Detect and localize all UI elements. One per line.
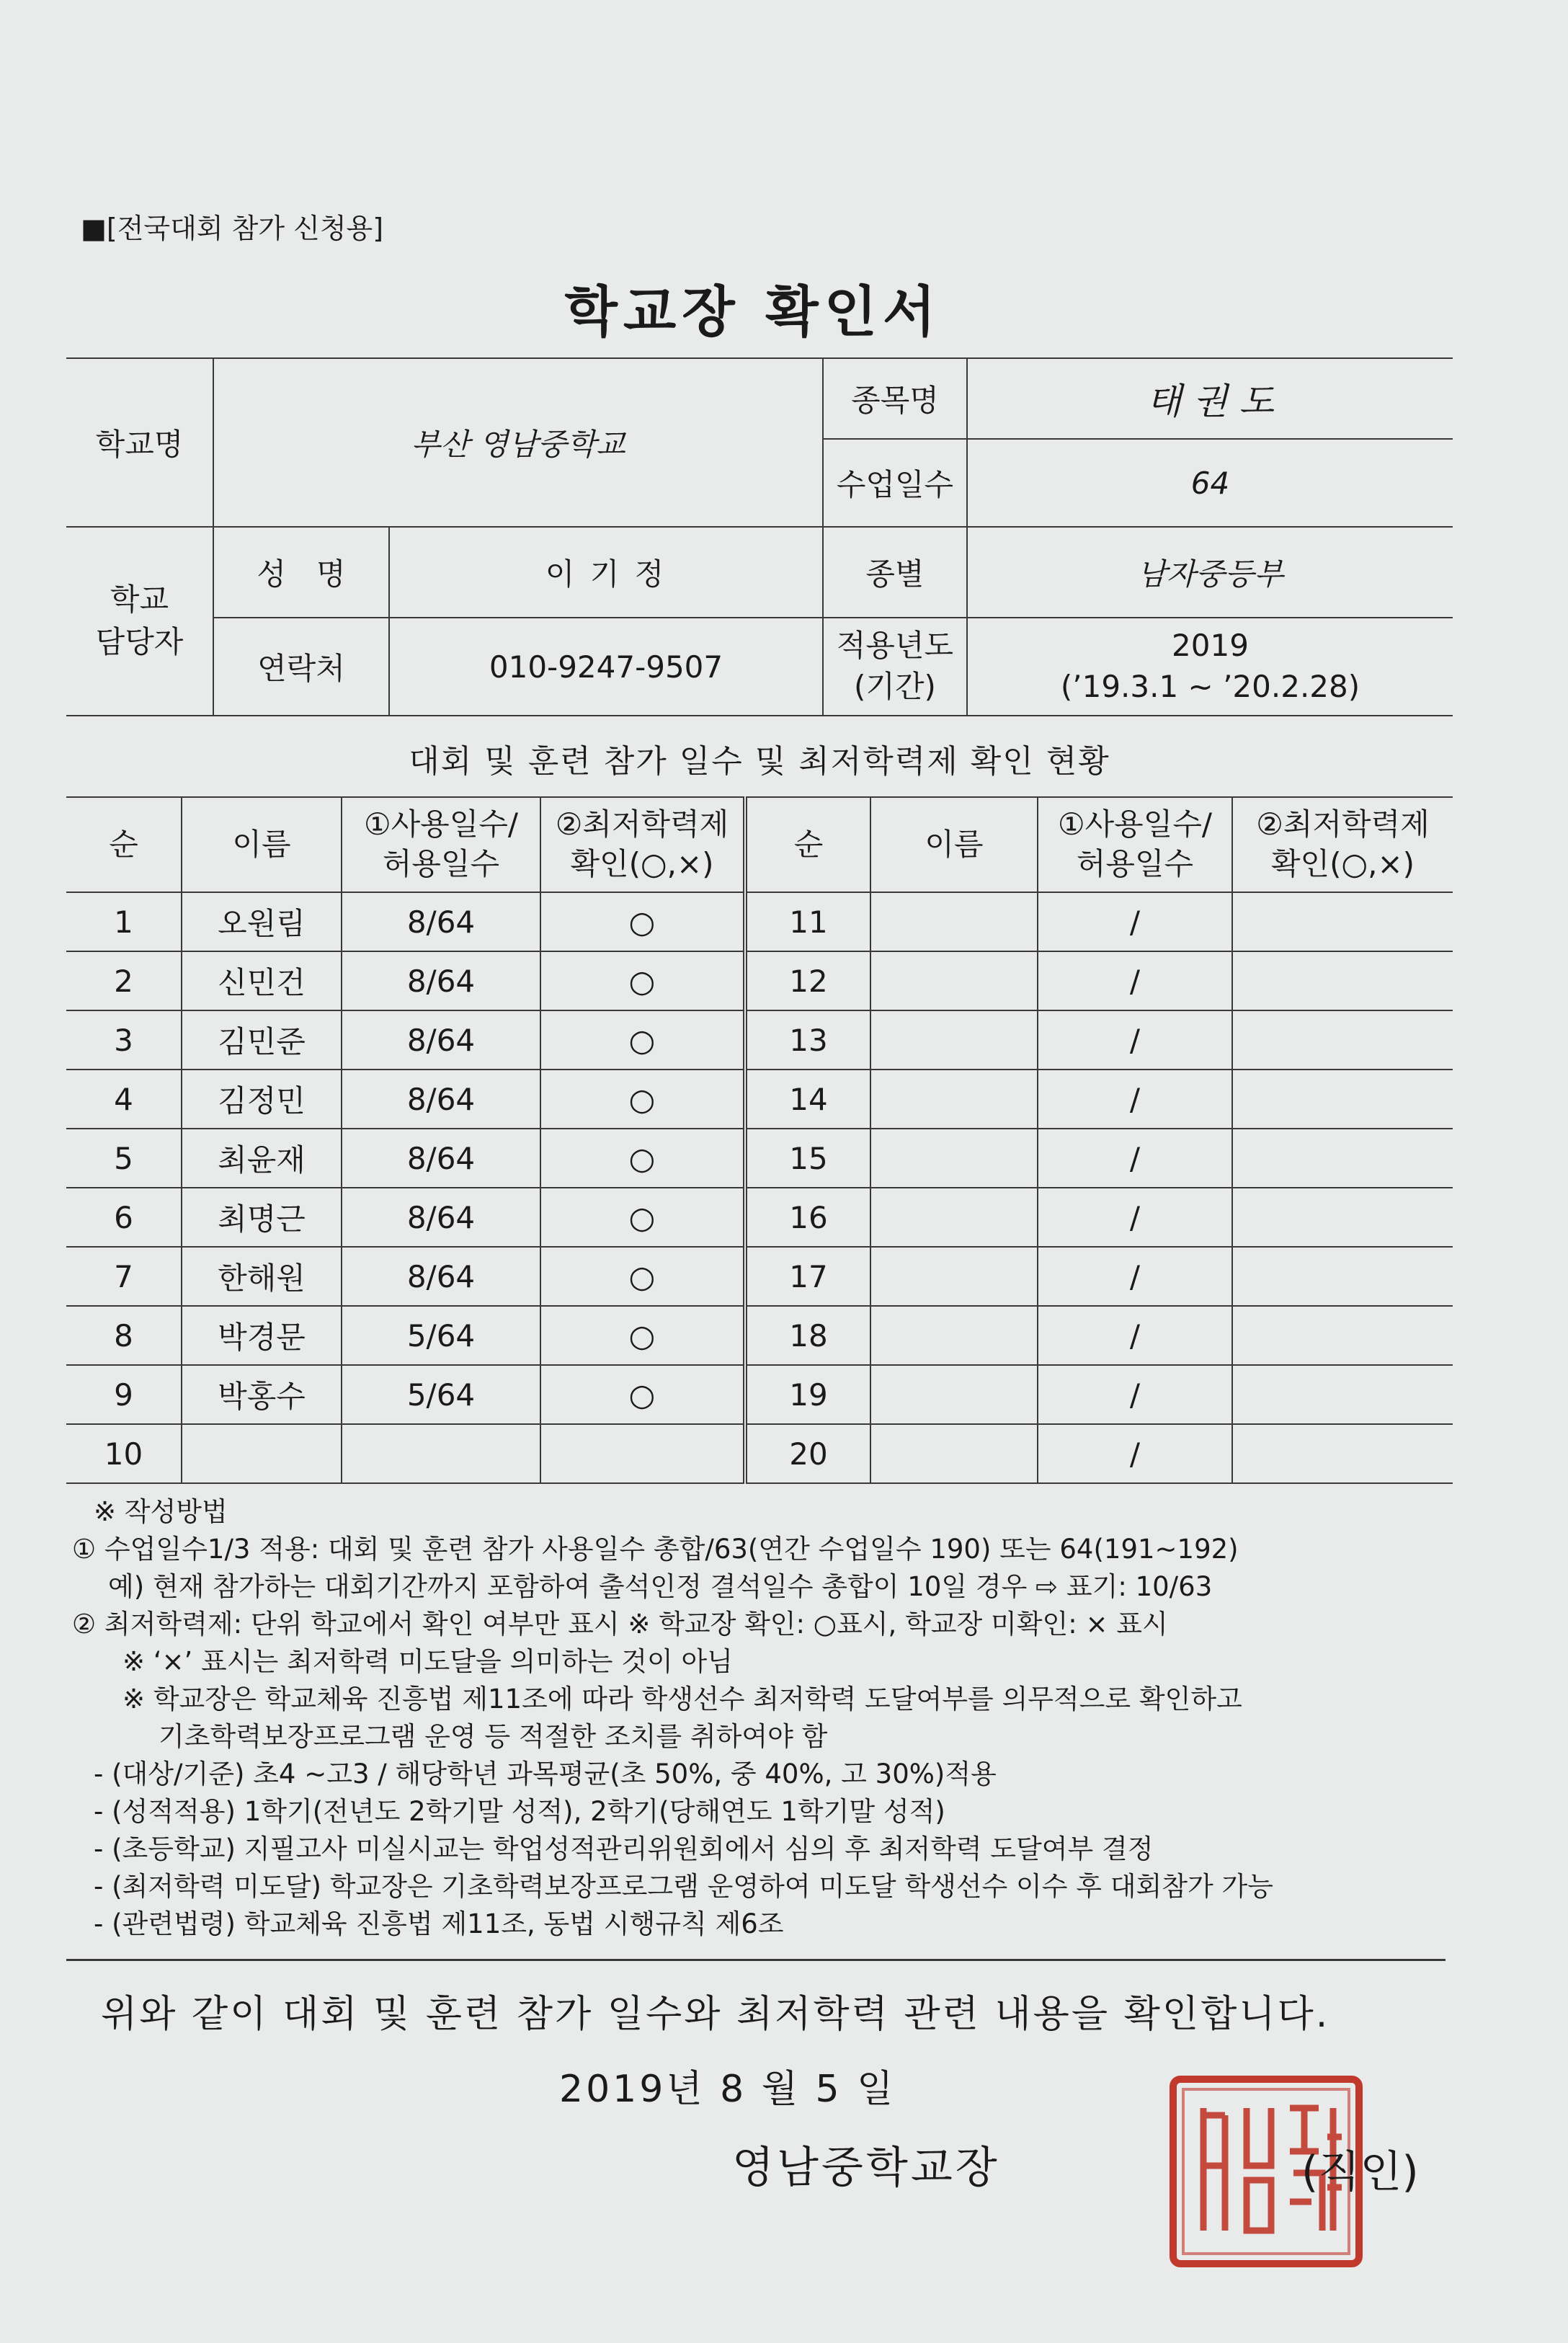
roster-cell-days: / — [1038, 1188, 1232, 1247]
roster-cell-days: / — [1038, 1424, 1232, 1483]
roster-header-cell: 이름 — [870, 797, 1038, 892]
document-title: 학교장 확인서 — [564, 280, 942, 344]
manager-label: 학교 담당자 — [66, 527, 213, 716]
category-label: 종별 — [823, 527, 967, 618]
instruction-line: ※ 학교장은 학교체육 진흥법 제11조에 따라 학생선수 최저학력 도달여부를 의무적으로 확인하고 — [122, 1684, 1242, 1715]
school-label: 학교명 — [66, 358, 213, 527]
instruction-line: - (최저학력 미도달) 학교장은 기초학력보장프로그램 운영하여 미도달 학생선수 이수 후 대회참가 가능 — [94, 1871, 1274, 1902]
roster-cell-name — [870, 951, 1038, 1010]
contact-value: 010-9247-9507 — [389, 618, 823, 716]
roster-cell-check: ○ — [540, 951, 745, 1010]
roster-cell-check — [1232, 1188, 1453, 1247]
roster-cell-check: ○ — [540, 1306, 745, 1365]
roster-cell-check — [1232, 951, 1453, 1010]
roster-cell-check: ○ — [540, 1010, 745, 1070]
roster-cell-name — [870, 1010, 1038, 1070]
roster-cell-check — [1232, 1070, 1453, 1129]
instruction-line: ※ 작성방법 — [94, 1496, 228, 1527]
year-label: 적용년도 (기간) — [823, 618, 967, 716]
roster-cell-name — [870, 1247, 1038, 1306]
roster-cell-days: / — [1038, 892, 1232, 951]
roster-cell-check: ○ — [540, 1129, 745, 1188]
table-row — [66, 1129, 1453, 1188]
roster-cell-days: 8/64 — [342, 1188, 540, 1247]
roster-cell-days: 8/64 — [342, 1247, 540, 1306]
divider — [66, 1959, 1446, 1961]
event-value: 태 권 도 — [967, 358, 1453, 439]
event-label: 종목명 — [823, 358, 967, 439]
roster-cell-name — [870, 1129, 1038, 1188]
table-row — [66, 1365, 1453, 1424]
writing-instructions — [72, 1493, 1470, 1943]
instruction-line: ※ ‘×’ 표시는 최저학력 미도달을 의미하는 것이 아님 — [122, 1646, 733, 1677]
roster-cell-days: 8/64 — [342, 1129, 540, 1188]
roster-cell-name — [870, 1424, 1038, 1483]
table-row — [66, 892, 1453, 951]
roster-header-cell: ①사용일수/ 허용일수 — [342, 797, 540, 892]
roster-cell-name: 최명근 — [182, 1188, 342, 1247]
roster-cell-check — [1232, 1010, 1453, 1070]
category-value: 남자중등부 — [967, 527, 1453, 618]
roster-cell-name: 박홍수 — [182, 1365, 342, 1424]
instruction-line: ② 최저학력제: 단위 학교에서 확인 여부만 표시 ※ 학교장 확인: ○표시, 학교장 미확인: × 표시 — [72, 1609, 1168, 1640]
issue-date: 2019년 8 월 5 일 — [559, 2068, 896, 2111]
instruction-line: - (초등학교) 지필고사 미실시교는 학업성적관리위원회에서 심의 후 최저학력 도달여부 결정 — [94, 1833, 1154, 1864]
roster-cell-name — [870, 1306, 1038, 1365]
roster-cell-no: 8 — [66, 1306, 182, 1365]
info-table — [66, 357, 1453, 716]
roster-cell-no: 10 — [66, 1424, 182, 1483]
roster-cell-days: 5/64 — [342, 1306, 540, 1365]
instruction-line: - (관련법령) 학교체육 진흥법 제11조, 동법 시행규칙 제6조 — [94, 1908, 784, 1939]
roster-cell-no: 1 — [66, 892, 182, 951]
principal-name: 영남중학교장 — [732, 2143, 1000, 2193]
roster-cell-name — [870, 1070, 1038, 1129]
roster-cell-name: 신민건 — [182, 951, 342, 1010]
table-row — [66, 1306, 1453, 1365]
roster-cell-no: 9 — [66, 1365, 182, 1424]
roster-cell-no: 5 — [66, 1129, 182, 1188]
instruction-line: - (성적적용) 1학기(전년도 2학기말 성적), 2학기(당해연도 1학기말 성적) — [94, 1796, 945, 1827]
period-value: (’19.3.1 ~ ’20.2.28) — [1060, 669, 1360, 704]
roster-cell-no: 18 — [745, 1306, 870, 1365]
roster-cell-no: 2 — [66, 951, 182, 1010]
roster-cell-name: 김정민 — [182, 1070, 342, 1129]
roster-cell-days: 8/64 — [342, 1070, 540, 1129]
roster-cell-no: 3 — [66, 1010, 182, 1070]
name-label: 성 명 — [213, 527, 389, 618]
roster-header-cell: ②최저학력제 확인(○,×) — [1232, 797, 1453, 892]
roster-cell-check — [1232, 1365, 1453, 1424]
roster-header-row — [66, 797, 1453, 892]
roster-cell-days: / — [1038, 951, 1232, 1010]
contact-label: 연락처 — [213, 618, 389, 716]
roster-cell-no: 14 — [745, 1070, 870, 1129]
roster-cell-check: ○ — [540, 1365, 745, 1424]
days-label: 수업일수 — [823, 439, 967, 527]
name-value: 이 기 정 — [389, 527, 823, 618]
roster-cell-check — [1232, 1247, 1453, 1306]
roster-cell-name — [870, 892, 1038, 951]
roster-header-cell: 이름 — [182, 797, 342, 892]
roster-cell-name: 한해원 — [182, 1247, 342, 1306]
roster-cell-days: 8/64 — [342, 892, 540, 951]
roster-cell-check: ○ — [540, 1070, 745, 1129]
roster-cell-days: / — [1038, 1365, 1232, 1424]
roster-cell-days: / — [1038, 1306, 1232, 1365]
roster-cell-no: 13 — [745, 1010, 870, 1070]
table-row — [66, 1070, 1453, 1129]
roster-cell-check — [1232, 1424, 1453, 1483]
roster-cell-days: / — [1038, 1010, 1232, 1070]
year-cell — [967, 618, 1453, 716]
roster-cell-no: 7 — [66, 1247, 182, 1306]
table-row — [66, 1424, 1453, 1483]
seal-label: (직인) — [1301, 2147, 1419, 2197]
roster-cell-name — [870, 1365, 1038, 1424]
roster-cell-days: / — [1038, 1129, 1232, 1188]
roster-cell-no: 16 — [745, 1188, 870, 1247]
roster-header-cell: ①사용일수/ 허용일수 — [1038, 797, 1232, 892]
year-value: 2019 — [1172, 628, 1249, 664]
roster-cell-name — [182, 1424, 342, 1483]
roster-cell-no: 15 — [745, 1129, 870, 1188]
roster-header-cell: 순 — [745, 797, 870, 892]
roster-section-title: 대회 및 훈련 참가 일수 및 최저학력제 확인 현황 — [409, 743, 1110, 780]
roster-cell-days: / — [1038, 1247, 1232, 1306]
form-tag: ■[전국대회 참가 신청용] — [81, 213, 384, 244]
roster-cell-days: 8/64 — [342, 951, 540, 1010]
table-row — [66, 1010, 1453, 1070]
days-value: 64 — [967, 439, 1453, 527]
roster-cell-check — [1232, 1306, 1453, 1365]
roster-table — [66, 796, 1453, 1484]
roster-cell-no: 6 — [66, 1188, 182, 1247]
roster-cell-no: 20 — [745, 1424, 870, 1483]
roster-cell-check: ○ — [540, 1188, 745, 1247]
roster-cell-check — [1232, 1129, 1453, 1188]
roster-cell-check — [540, 1424, 745, 1483]
confirm-statement: 위와 같이 대회 및 훈련 참가 일수와 최저학력 관련 내용을 확인합니다. — [101, 1993, 1330, 2036]
roster-cell-name: 최윤재 — [182, 1129, 342, 1188]
instruction-line: - (대상/기준) 초4 ~고3 / 해당학년 과목평균(초 50%, 중 40%, 고 30%)적용 — [94, 1759, 997, 1790]
roster-header-cell: ②최저학력제 확인(○,×) — [540, 797, 745, 892]
roster-cell-name — [870, 1188, 1038, 1247]
roster-header-cell: 순 — [66, 797, 182, 892]
table-row — [66, 951, 1453, 1010]
roster-cell-name: 오원림 — [182, 892, 342, 951]
roster-cell-check — [1232, 892, 1453, 951]
instruction-line: 기초학력보장프로그램 운영 등 적절한 조치를 취하여야 함 — [159, 1721, 828, 1752]
roster-cell-days: 8/64 — [342, 1010, 540, 1070]
roster-cell-days — [342, 1424, 540, 1483]
roster-cell-days: 5/64 — [342, 1365, 540, 1424]
roster-cell-check: ○ — [540, 892, 745, 951]
roster-cell-check: ○ — [540, 1247, 745, 1306]
roster-cell-name: 김민준 — [182, 1010, 342, 1070]
table-row — [66, 1188, 1453, 1247]
instruction-line: ① 수업일수1/3 적용: 대회 및 훈련 참가 사용일수 총합/63(연간 수업일수 190) 또는 64(191~192) — [72, 1534, 1239, 1565]
roster-cell-no: 12 — [745, 951, 870, 1010]
roster-cell-no: 19 — [745, 1365, 870, 1424]
instruction-line: 예) 현재 참가하는 대회기간까지 포함하여 출석인정 결석일수 총합이 10일 경우 ⇨ 표기: 10/63 — [108, 1571, 1213, 1602]
roster-cell-no: 4 — [66, 1070, 182, 1129]
school-value: 부산 영남중학교 — [213, 358, 823, 527]
roster-cell-no: 17 — [745, 1247, 870, 1306]
roster-cell-days: / — [1038, 1070, 1232, 1129]
roster-cell-no: 11 — [745, 892, 870, 951]
table-row — [66, 1247, 1453, 1306]
roster-cell-name: 박경문 — [182, 1306, 342, 1365]
